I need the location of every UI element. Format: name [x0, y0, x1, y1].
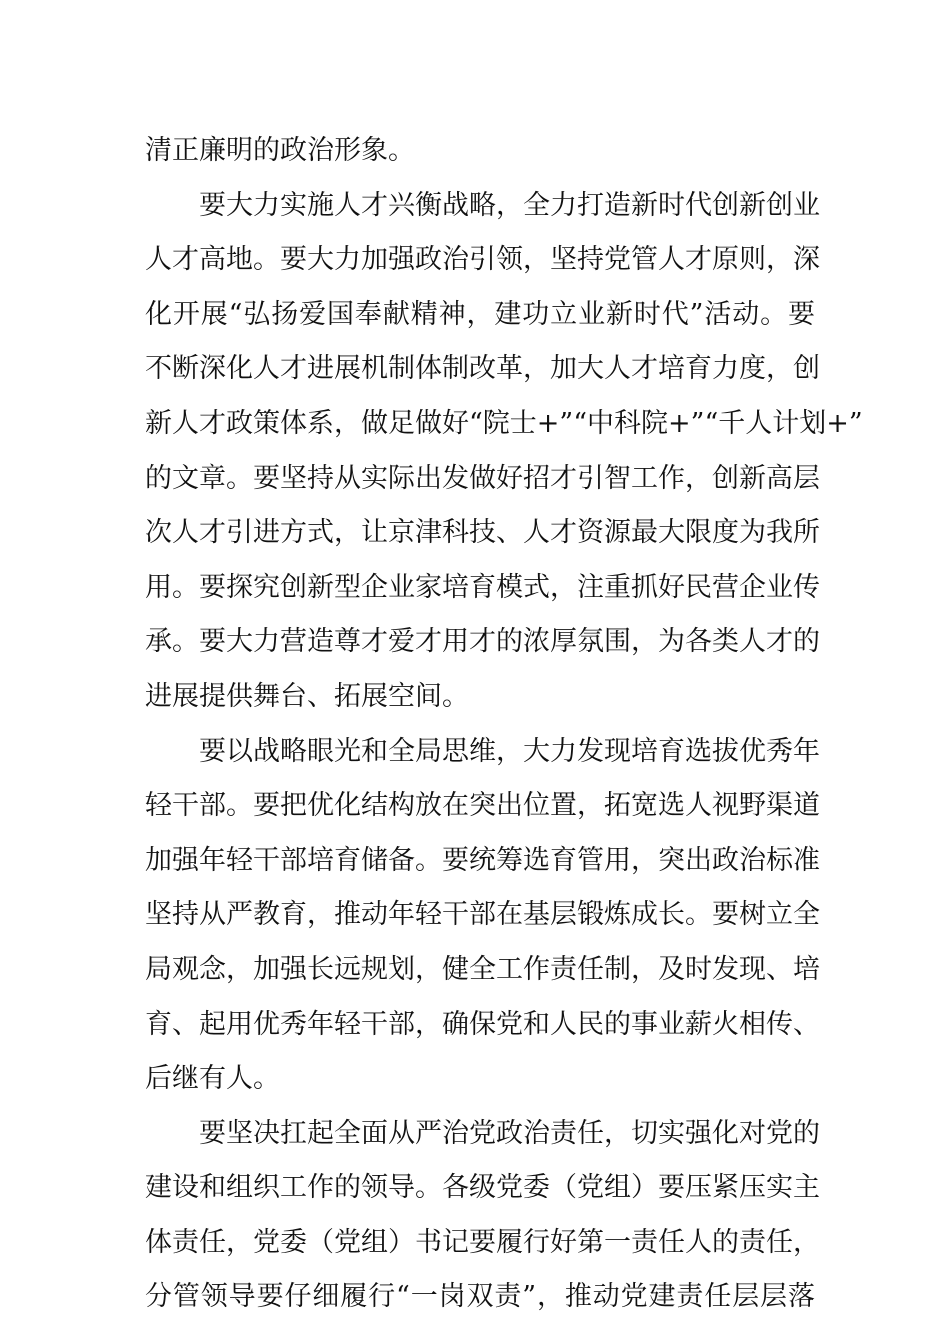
paragraph-first-line: 要大力实施人才兴衡战略，全力打造新时代创新创业	[199, 189, 820, 221]
text-line: 进展提供舞台、拓展空间。	[145, 680, 469, 712]
text-line: 承。要大力营造尊才爱才用才的浓厚氛围，为各类人才的	[145, 626, 820, 658]
text-line: 次人才引进方式，让京津科技、人才资源最大限度为我所	[145, 517, 820, 549]
text-line: 分管领导要仔细履行“一岗双责”，推动党建责任层层落	[145, 1281, 815, 1313]
text-line: 育、起用优秀年轻干部，确保党和人民的事业薪火相传、	[145, 1008, 820, 1040]
text-line: 新人才政策体系，做足做好“院士+”“中科院+”“千人计划+”	[145, 407, 863, 439]
text-line: 后继有人。	[145, 1063, 280, 1095]
text-line: 加强年轻干部培育储备。要统筹选育管用，突出政治标准	[145, 844, 820, 876]
text-line: 体责任，党委（党组）书记要履行好第一责任人的责任，	[145, 1226, 820, 1258]
text-line: 不断深化人才进展机制体制改革，加大人才培育力度，创	[145, 353, 820, 385]
text-line: 建设和组织工作的领导。各级党委（党组）要压紧压实主	[145, 1172, 820, 1204]
text-line: 人才高地。要大力加强政治引领，坚持党管人才原则，深	[145, 244, 820, 276]
document-body	[145, 124, 863, 1325]
text-line: 化开展“弘扬爱国奉献精神，建功立业新时代”活动。要	[145, 298, 815, 330]
paragraph-first-line: 要以战略眼光和全局思维，大力发现培育选拔优秀年	[199, 735, 820, 767]
text-line: 的文章。要坚持从实际出发做好招才引智工作，创新高层	[145, 462, 820, 494]
text-line: 清正廉明的政治形象。	[145, 135, 415, 166]
paragraph-first-line: 要坚决扛起全面从严治党政治责任，切实强化对党的	[199, 1117, 820, 1149]
text-line: 轻干部。要把优化结构放在突出位置，拓宽选人视野渠道	[145, 790, 820, 822]
text-line: 用。要探究创新型企业家培育模式，注重抓好民营企业传	[145, 571, 820, 603]
text-line: 局观念，加强长远规划，健全工作责任制，及时发现、培	[145, 953, 820, 985]
text-line: 坚持从严教育，推动年轻干部在基层锻炼成长。要树立全	[145, 899, 820, 931]
